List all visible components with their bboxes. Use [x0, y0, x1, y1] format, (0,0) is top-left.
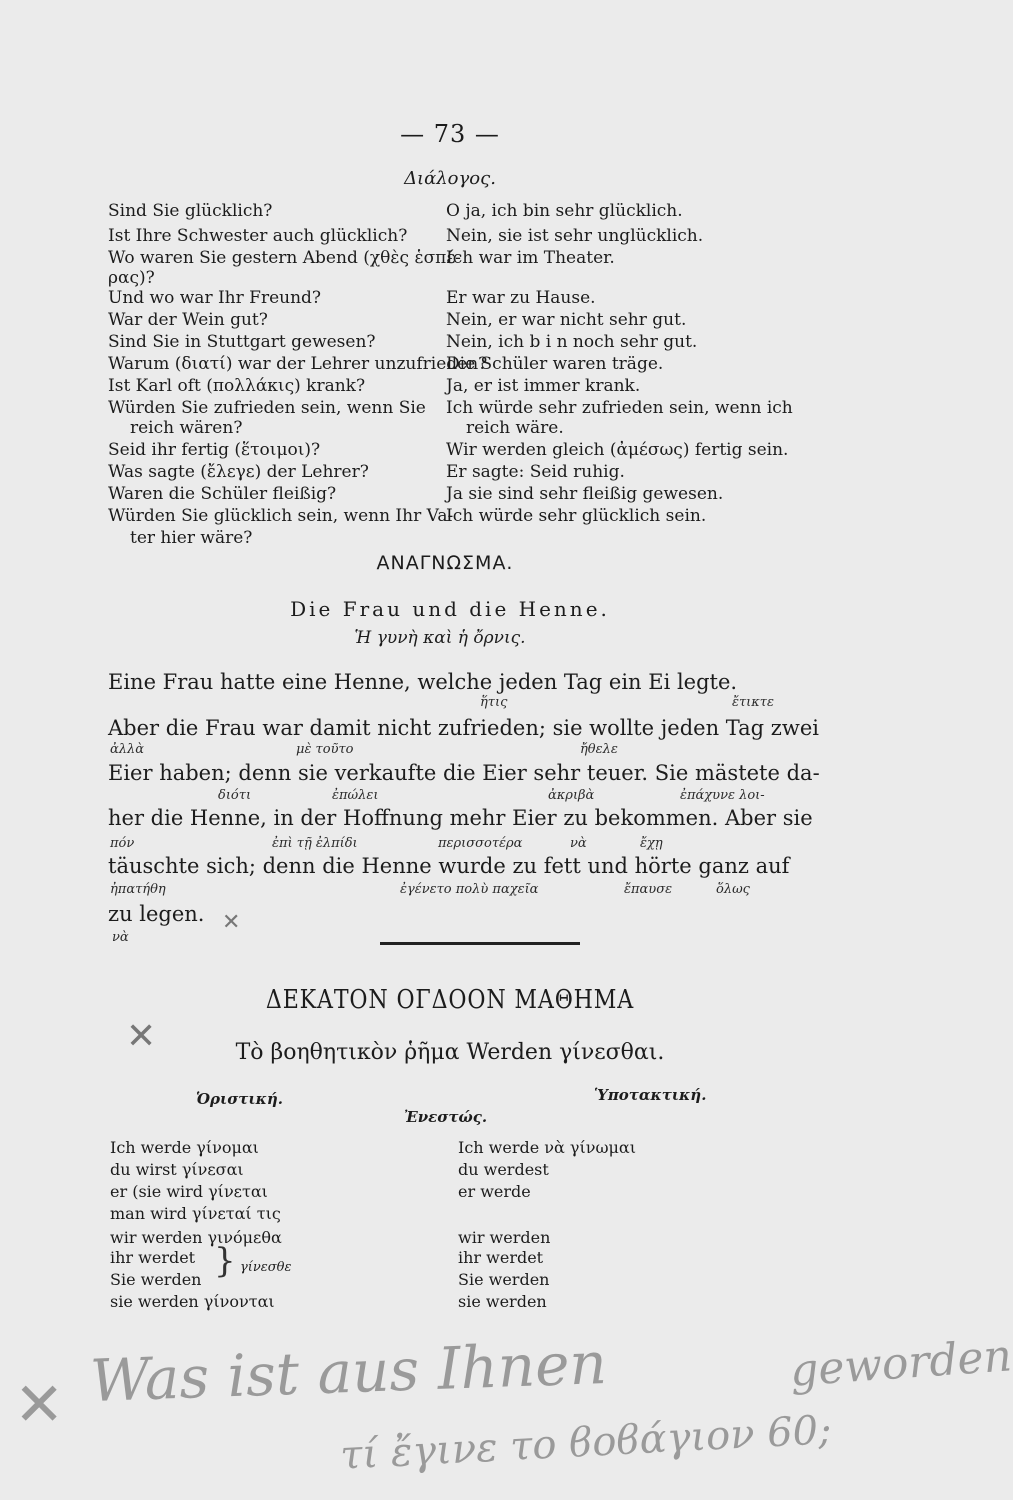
story-line: her die Henne, in der Hoffnung mehr Eier zu bekommen. Aber sie	[108, 806, 813, 830]
dialog-answer: Wir werden gleich (ἀμέσως) fertig sein.	[446, 440, 789, 460]
conjugation-form: du werdest	[458, 1160, 549, 1179]
dialog-answer: O ja, ich bin sehr glücklich.	[446, 201, 683, 221]
dialog-question: Wo waren Sie gestern Abend (χθὲς ἑσπέ-	[108, 248, 461, 268]
conjugation-form: wir werden	[458, 1228, 551, 1247]
gloss: περισσοτέρα	[438, 836, 523, 851]
dialog-question: reich wären?	[130, 418, 243, 438]
gloss: ἠπατήθη	[110, 882, 166, 897]
cross-mark: ✕	[222, 910, 241, 935]
brace: }	[214, 1241, 236, 1281]
dialog-question: Ist Karl oft (πολλάκις) krank?	[108, 376, 366, 396]
story-line: Aber die Frau war damit nicht zufrieden; sie wollte jeden Tag zwei	[108, 716, 819, 740]
story-subtitle: Ἡ γυνὴ καὶ ἡ ὄρνις.	[354, 628, 526, 648]
dialog-answer: Nein, er war nicht sehr gut.	[446, 310, 687, 330]
conjugation-form: du wirst γίνεσαι	[110, 1160, 244, 1179]
dialog-answer: Ja sie sind sehr fleißig gewesen.	[446, 484, 724, 504]
gloss: ἐπὶ τῇ ἐλπίδι	[272, 836, 358, 851]
conjugation-form: Sie werden	[110, 1270, 202, 1289]
dialog-answer: Ja, er ist immer krank.	[446, 376, 641, 396]
reading-title: ΑΝΑΓΝΩΣΜΑ.	[376, 552, 514, 574]
gloss: ὅλως	[716, 882, 750, 897]
story-line: zu legen.	[108, 902, 205, 926]
dialog-question: Seid ihr fertig (ἕτοιμοι)?	[108, 440, 321, 460]
dialog-question: ter hier wäre?	[130, 528, 253, 548]
indicative-label: Ὁριστική.	[196, 1090, 284, 1108]
conjugation-form: er (sie wird γίνεται	[110, 1182, 268, 1201]
gloss: ἔχῃ	[640, 836, 663, 851]
handwritten-note: Was ist aus Ihnen	[88, 1329, 608, 1415]
subjunctive-label: Ὑποτακτική.	[594, 1086, 707, 1104]
gloss: ἔτικτε	[732, 695, 774, 710]
story-line: Eier haben; denn sie verkaufte die Eier sehr teuer. Sie mästete da-	[108, 761, 820, 785]
gloss: ἤθελε	[580, 742, 618, 757]
dialog-answer: Er war zu Hause.	[446, 288, 596, 308]
conjugation-form: er werde	[458, 1182, 531, 1201]
dialog-question: Sind Sie glücklich?	[108, 201, 273, 221]
handwritten-note: τί ἔγινε το ϐοϐάγιον 60;	[339, 1407, 833, 1479]
gloss: πόν	[110, 836, 135, 851]
handwritten-note: geworden	[788, 1330, 1013, 1397]
conjugation-form: Ich werde νὰ γίνωμαι	[458, 1138, 636, 1157]
conjugation-gloss: γίνεσθε	[240, 1260, 292, 1275]
dialog-question: Ist Ihre Schwester auch glücklich?	[108, 226, 408, 246]
conjugation-form: sie werden	[458, 1292, 547, 1311]
lesson-title: ΔΕΚΑΤΟΝ ΟΓΔΟΟΝ ΜΑΘΗΜΑ	[265, 985, 635, 1015]
conjugation-form: Sie werden	[458, 1270, 550, 1289]
gloss: διότι	[218, 788, 252, 803]
dialog-question: Und wo war Ihr Freund?	[108, 288, 322, 308]
conjugation-form: ihr werdet	[458, 1248, 544, 1267]
conjugation-form: man wird γίνεταί τις	[110, 1204, 281, 1223]
conjugation-form: sie werden γίνονται	[110, 1292, 275, 1311]
gloss: ἔπαυσε	[624, 882, 673, 897]
gloss: νὰ	[570, 836, 587, 851]
gloss: νὰ	[112, 930, 129, 945]
dialog-question: Warum (διατί) war der Lehrer unzufrieden?	[108, 354, 488, 374]
dialog-question: Waren die Schüler fleißig?	[108, 484, 337, 504]
dialog-question: War der Wein gut?	[108, 310, 268, 330]
section-divider	[380, 942, 580, 945]
gloss: ἐπάχυνε λοι-	[680, 788, 765, 803]
dialog-question: Was sagte (ἔλεγε) der Lehrer?	[108, 462, 369, 482]
dialog-title: Διάλογος.	[404, 168, 496, 189]
conjugation-form: Ich werde γίνομαι	[110, 1138, 259, 1157]
dialog-answer: Ich war im Theater.	[446, 248, 615, 268]
dialog-answer: Ich würde sehr zufrieden sein, wenn ich	[446, 398, 793, 418]
story-line: Eine Frau hatte eine Henne, welche jeden Tag ein Ei legte.	[108, 670, 738, 694]
gloss: ἀλλὰ	[110, 742, 145, 757]
story-title: Die Frau und die Henne.	[290, 597, 610, 621]
present-label: Ἐνεστώς.	[404, 1108, 488, 1126]
gloss: ἐπώλει	[332, 788, 379, 803]
gloss: ἀκριβὰ	[548, 788, 595, 803]
story-line: täuschte sich; denn die Henne wurde zu fett und hörte ganz auf	[108, 854, 790, 878]
dialog-question: Würden Sie glücklich sein, wenn Ihr Va-	[108, 506, 454, 526]
dialog-question: Würden Sie zufrieden sein, wenn Sie	[108, 398, 426, 418]
lesson-subtitle: Τὸ βοηθητικὸν ῥῆμα Werden γίνεσθαι.	[235, 1040, 665, 1065]
dialog-answer: Nein, ich b i n noch sehr gut.	[446, 332, 698, 352]
gloss: μὲ τοῦτο	[296, 742, 354, 757]
dialog-answer: Die Schüler waren träge.	[446, 354, 664, 374]
dialog-answer: Ich würde sehr glücklich sein.	[446, 506, 707, 526]
dialog-answer: Er sagte: Seid ruhig.	[446, 462, 625, 482]
dialog-answer: Nein, sie ist sehr unglücklich.	[446, 226, 704, 246]
gloss: ἐγένετο πολὺ παχεῖα	[400, 882, 539, 897]
dialog-answer: reich wäre.	[466, 418, 564, 438]
dialog-question: ρας)?	[108, 268, 155, 288]
gloss: ἥτις	[480, 695, 508, 710]
conjugation-form: ihr werdet	[110, 1248, 196, 1267]
page-number: — 73 —	[400, 120, 500, 148]
dialog-question: Sind Sie in Stuttgart gewesen?	[108, 332, 376, 352]
cross-mark: ✕	[126, 1016, 157, 1057]
pencil-cross-mark: ✕	[14, 1370, 65, 1440]
conjugation-form: wir werden γινόμεθα	[110, 1228, 282, 1247]
